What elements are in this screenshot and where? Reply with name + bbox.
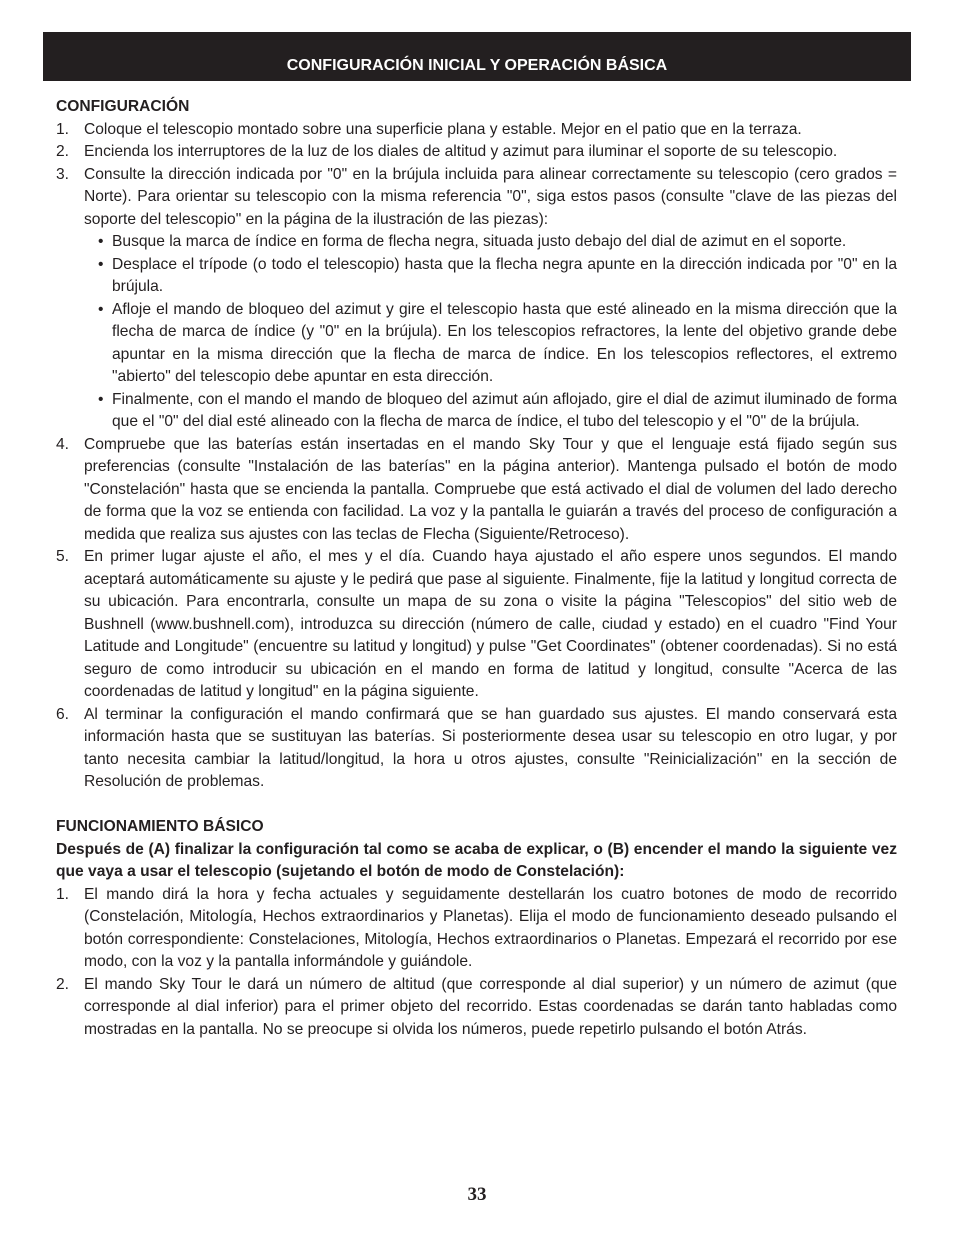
config-bullet-2 (56, 254, 897, 299)
config-step-number: 1. (56, 120, 70, 138)
page-number: 33 (467, 1184, 487, 1205)
config-step-2 (56, 141, 897, 164)
config-bullet-text: Afloje el mando de bloqueo del azimut y gire el telescopio hasta que esté alineado en la misma dirección que la flecha de marca de índice (y "0" en la brújula). En los telescopios refractores, la lente del objetivo grande debe apuntar en la misma dirección que la flecha de marca de índice. En los telescopios reflectores, el extremo "abierto" del telescopio debe apuntar en esta dirección. (112, 300, 897, 385)
funcionamiento-intro: Después de (A) finalizar la configuración tal como se acaba de explicar, o (B) encender el mando la siguiente vez que vaya a usar el telescopio (sujetando el botón de modo de Constelación): (56, 840, 897, 880)
config-step-text: En primer lugar ajuste el año, el mes y el día. Cuando haya ajustado el año espere unos segundos. El mando aceptará automáticamente su ajuste y le pedirá que pase al siguiente. Finalmente, fije la latitud y longitud correcta de su ubicación. Para encontrarla, consulte un mapa de su zona o visite la página "Telescopios" del sitio web de Bushnell (www.bushnell.com), introduzca su dirección (número de calle, ciudad y estado) en el cuadro "Find Your Latitude and Longitude" (encuentre su latitud y longitud) y pulse "Get Coordinates" (obtener coordenadas). Si no está seguro de como introducir su ubicación en el mando en forma de latitud y longitud, consulte "Acerca de las coordenadas de latitud y longitud" en la página siguiente. (84, 548, 897, 700)
config-bullet-text: Desplace el trípode (o todo el telescopio) hasta que la flecha negra apunte en la dirección indicada por "0" en la brújula. (112, 255, 897, 295)
config-step-number: 5. (56, 548, 70, 565)
config-step-number: 6. (56, 705, 70, 723)
configuracion-title: CONFIGURACIÓN (56, 98, 190, 115)
bullet-icon: • (98, 255, 104, 273)
config-bullet-3 (56, 299, 897, 389)
config-step-text: Coloque el telescopio montado sobre una superficie plana y estable. Mejor en el patio que en la terraza. (84, 120, 802, 138)
config-step-1 (56, 119, 897, 142)
operation-step-1 (56, 884, 897, 974)
config-step-number: 4. (56, 435, 70, 453)
section-header-bar (43, 32, 911, 81)
config-bullet-text: Busque la marca de índice en forma de flecha negra, situada justo debajo del dial de azimut en el soporte. (112, 233, 847, 250)
bullet-icon: • (98, 233, 104, 250)
bullet-icon: • (98, 390, 104, 408)
config-bullet-1 (56, 231, 897, 254)
section-header-title: CONFIGURACIÓN INICIAL Y OPERACIÓN BÁSICA (286, 57, 668, 74)
config-bullet-4 (56, 389, 897, 434)
config-step-text: Consulte la dirección indicada por "0" en la brújula incluida para alinear correctamente su telescopio (cero grados = Norte). Para orientar su telescopio con la misma referencia "0", siga estos pasos (consulte "clave de las piezas del soporte del telescopio" en la página de la ilustración de las piezas): (84, 165, 897, 228)
config-step-number: 3. (56, 165, 70, 183)
config-step-6 (56, 704, 897, 794)
config-bullet-text: Finalmente, con el mando el mando de bloqueo del azimut aún aflojado, gire el dial de azimut iluminado de forma que el "0" del dial esté alineado con la flecha de marca de índice, el tubo del telescopio y el "0" de la brújula. (112, 390, 897, 430)
bullet-icon: • (98, 300, 104, 318)
operation-step-text: El mando dirá la hora y fecha actuales y seguidamente destellarán los cuatro botones de modo de recorrido (Constelación, Mitología, Hechos extraordinarios y Planetas). Elija el modo de funcionamiento deseado pulsando el botón correspondiente: Constelaciones, Mitología, Hechos extraordinarios o Planetas. Empezará el recorrido por ese modo, con la voz y la pantalla informándole y guiándole. (84, 885, 897, 970)
config-step-3 (56, 164, 897, 232)
operation-step-number: 1. (56, 885, 70, 903)
config-step-4 (56, 434, 897, 547)
section-spacer (56, 794, 897, 817)
config-step-text: Compruebe que las baterías están insertadas en el mando Sky Tour y que el lenguaje está fijado según sus preferencias (consulte "Instalación de las baterías" en la página anterior). Mantenga pulsado el botón de modo "Constelación" hasta que se encienda la pantalla. Compruebe que está activado el dial de volumen del lado derecho de forma que la voz se entienda con facilidad. La voz y la pantalla le guiarán a través del proceso de configuración a medida que realiza sus ajustes con las teclas de Flecha (Siguiente/Retroceso). (84, 435, 897, 543)
operation-step-number: 2. (56, 975, 70, 993)
config-step-number: 2. (56, 143, 70, 160)
funcionamiento-title: FUNCIONAMIENTO BÁSICO (56, 818, 264, 835)
operation-step-text: El mando Sky Tour le dará un número de altitud (que corresponde al dial superior) y un número de azimut (que corresponde al dial inferior) para el primer objeto del recorrido. Estas coordenadas se darán tanto habladas como mostradas en la pantalla. No se preocupe si olvida los números, puede repetirlo pulsando el botón Atrás. (84, 975, 897, 1038)
config-step-text: Al terminar la configuración el mando confirmará que se han guardado sus ajustes. El mando conservará esta información hasta que se sustituyan las baterías. Si posteriormente desea usar su telescopio en otro lugar, y por tanto necesita cambiar la latitud/longitud, la hora u otros ajustes, consulte "Reinicialización" en la sección de Resolución de problemas. (84, 705, 897, 790)
config-step-text: Encienda los interruptores de la luz de los diales de altitud y azimut para iluminar el soporte de su telescopio. (84, 143, 838, 160)
config-step-5 (56, 546, 897, 704)
page-content (56, 96, 897, 1041)
operation-step-2 (56, 974, 897, 1042)
